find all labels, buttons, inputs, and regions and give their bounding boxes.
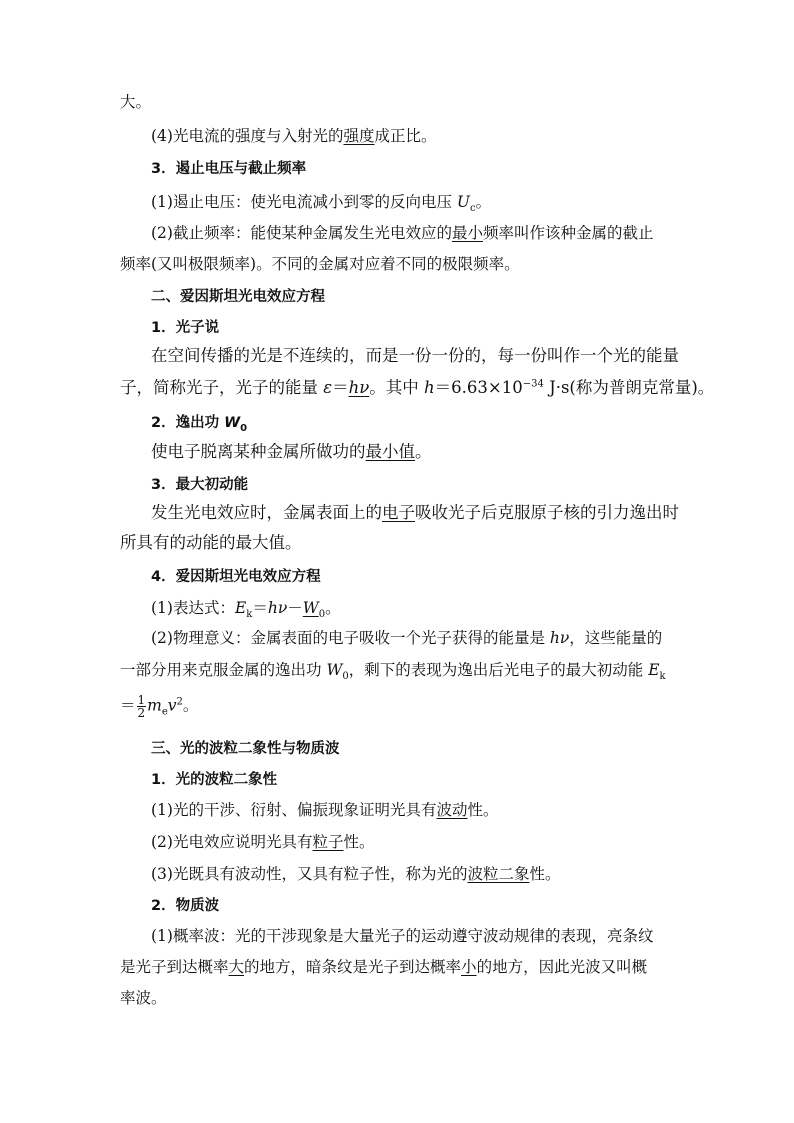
underlined-answer: 强度 [343,127,375,145]
section-heading: 三、光的波粒二象性与物质波 [151,741,340,757]
text-line: 率波。 [120,989,167,1007]
text-line: 大。 [120,93,152,111]
text-line: 一部分用来克服金属的逸出功 $W_0$，剩下的表现为逸出后光电子的最大初动能 $E_k$ [120,661,666,683]
underlined-answer: 大 [228,958,245,976]
text-line: (1)表达式：$E_k=h\nu-W_0$。 [151,599,341,621]
text-line: (2)截止频率：能使某种金属发生光电效应的最小频率叫作该种金属的截止 [151,224,654,242]
text-line: 是光子到达概率大的地方，暗条纹是光子到达概率小的地方，因此光波又叫概 [120,958,648,976]
underlined-answer: 电子 [382,503,415,522]
text-line: (1)光的干涉、衍射、偏振现象证明光具有波动性。 [151,801,499,819]
section-heading: 1．光子说 [151,320,220,336]
section-heading: 二、爱因斯坦光电效应方程 [151,289,325,305]
text-line: 子，简称光子，光子的能量 ε＝hν。其中 $h=6.63\times 10^{-34}$ J·s(称为普朗克常量)。 [120,378,715,397]
section-heading: 3．最大初动能 [151,477,249,493]
text-line: 发生光电效应时，金属表面上的电子吸收光子后克服原子核的引力逸出时 [151,503,679,522]
text-line: 频率(又叫极限频率)。不同的金属对应着不同的极限频率。 [120,255,520,273]
formula-line: ＝ $\frac{1}{2}$ $m_ev^2$。 [120,693,199,720]
section-heading: 1．光的波粒二象性 [151,772,278,788]
section-heading: 3．遏止电压与截止频率 [151,161,307,177]
underlined-answer: 最小值 [365,442,415,461]
underlined-answer: 波动 [436,801,468,819]
text-line: 使电子脱离某种金属所做功的最小值。 [151,442,432,461]
underlined-answer: 小 [461,958,477,976]
underlined-answer: 最小 [451,224,483,242]
section-heading: 4．爱因斯坦光电效应方程 [151,569,321,585]
text-line: 所具有的动能的最大值。 [120,533,302,552]
text-line: (3)光既具有波动性，又具有粒子性，称为光的波粒二象性。 [151,865,561,883]
underlined-answer: hν [348,378,370,397]
text-line: (1)遏止电压：使光电流减小到零的反向电压 $U_c$。 [151,193,492,215]
text-line: (2)光电效应说明光具有粒子性。 [151,833,375,851]
underlined-answer: $W_0$ [302,599,326,621]
underlined-answer: 波粒二象 [467,865,530,883]
section-heading: 2．逸出功 $W_0$ [151,415,248,434]
text-line: (4)光电流的强度与入射光的强度成正比。 [151,127,437,145]
text-line: (2)物理意义：金属表面的电子吸收一个光子获得的能量是 hν，这些能量的 [151,629,663,647]
section-heading: 2．物质波 [151,898,220,914]
text-line: 在空间传播的光是不连续的，而是一份一份的，每一份叫作一个光的能量 [151,346,679,365]
fraction-one-half: $\frac{1}{2}$ [137,693,146,720]
underlined-answer: 粒子 [312,833,344,851]
text-line: (1)概率波：光的干涉现象是大量光子的运动遵守波动规律的表现，亮条纹 [151,927,654,945]
